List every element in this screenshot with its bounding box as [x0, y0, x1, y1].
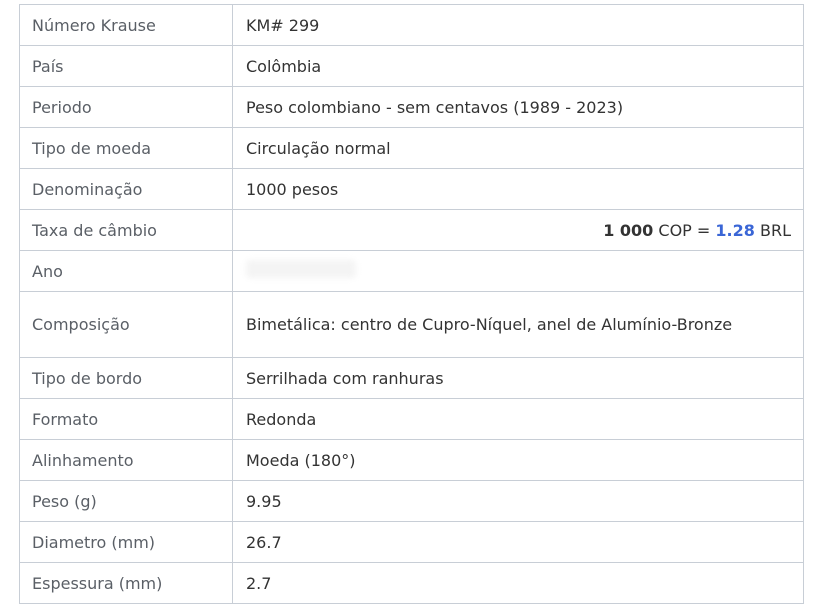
row-weight: [20, 481, 804, 522]
row-value: 2.7: [233, 563, 804, 604]
row-label: Tipo de moeda: [20, 128, 233, 169]
row-value: Redonda: [233, 399, 804, 440]
exchange-rate-value: [233, 210, 804, 251]
coin-details-table: [19, 4, 804, 604]
row-value: Peso colombiano - sem centavos (1989 - 2023): [233, 87, 804, 128]
exchange-equals: =: [696, 220, 711, 240]
row-label: Periodo: [20, 87, 233, 128]
row-label: Taxa de câmbio: [20, 210, 233, 251]
row-diameter: [20, 522, 804, 563]
row-edge-type: [20, 358, 804, 399]
row-label: Diametro (mm): [20, 522, 233, 563]
blurred-year: [246, 260, 356, 278]
row-value: Serrilhada com ranhuras: [233, 358, 804, 399]
row-denomination: [20, 169, 804, 210]
row-alignment: [20, 440, 804, 481]
row-value: Moeda (180°): [233, 440, 804, 481]
row-value: KM# 299: [233, 5, 804, 46]
row-value: Circulação normal: [233, 128, 804, 169]
row-value: 9.95: [233, 481, 804, 522]
row-value: 26.7: [233, 522, 804, 563]
row-year: [20, 251, 804, 292]
exchange-from-amount: 1 000: [603, 220, 654, 240]
row-value: Bimetálica: centro de Cupro-Níquel, anel de Alumínio-Bronze: [233, 292, 804, 358]
row-krause-number: [20, 5, 804, 46]
row-label: Formato: [20, 399, 233, 440]
row-exchange-rate: [20, 210, 804, 251]
row-label: Composição: [20, 292, 233, 358]
row-thickness: [20, 563, 804, 604]
exchange-to-currency: BRL: [759, 220, 791, 240]
row-period: [20, 87, 804, 128]
year-value-obscured: [233, 251, 804, 292]
exchange-to-amount: 1.28: [715, 220, 755, 240]
row-label: País: [20, 46, 233, 87]
row-country: [20, 46, 804, 87]
row-coin-type: [20, 128, 804, 169]
exchange-from-currency: COP: [658, 220, 692, 240]
row-label: Peso (g): [20, 481, 233, 522]
row-label: Espessura (mm): [20, 563, 233, 604]
row-label: Tipo de bordo: [20, 358, 233, 399]
row-label: Alinhamento: [20, 440, 233, 481]
row-label: Ano: [20, 251, 233, 292]
row-label: Número Krause: [20, 5, 233, 46]
row-label: Denominação: [20, 169, 233, 210]
row-shape: [20, 399, 804, 440]
row-value: Colômbia: [233, 46, 804, 87]
row-value: 1000 pesos: [233, 169, 804, 210]
row-composition: [20, 292, 804, 358]
